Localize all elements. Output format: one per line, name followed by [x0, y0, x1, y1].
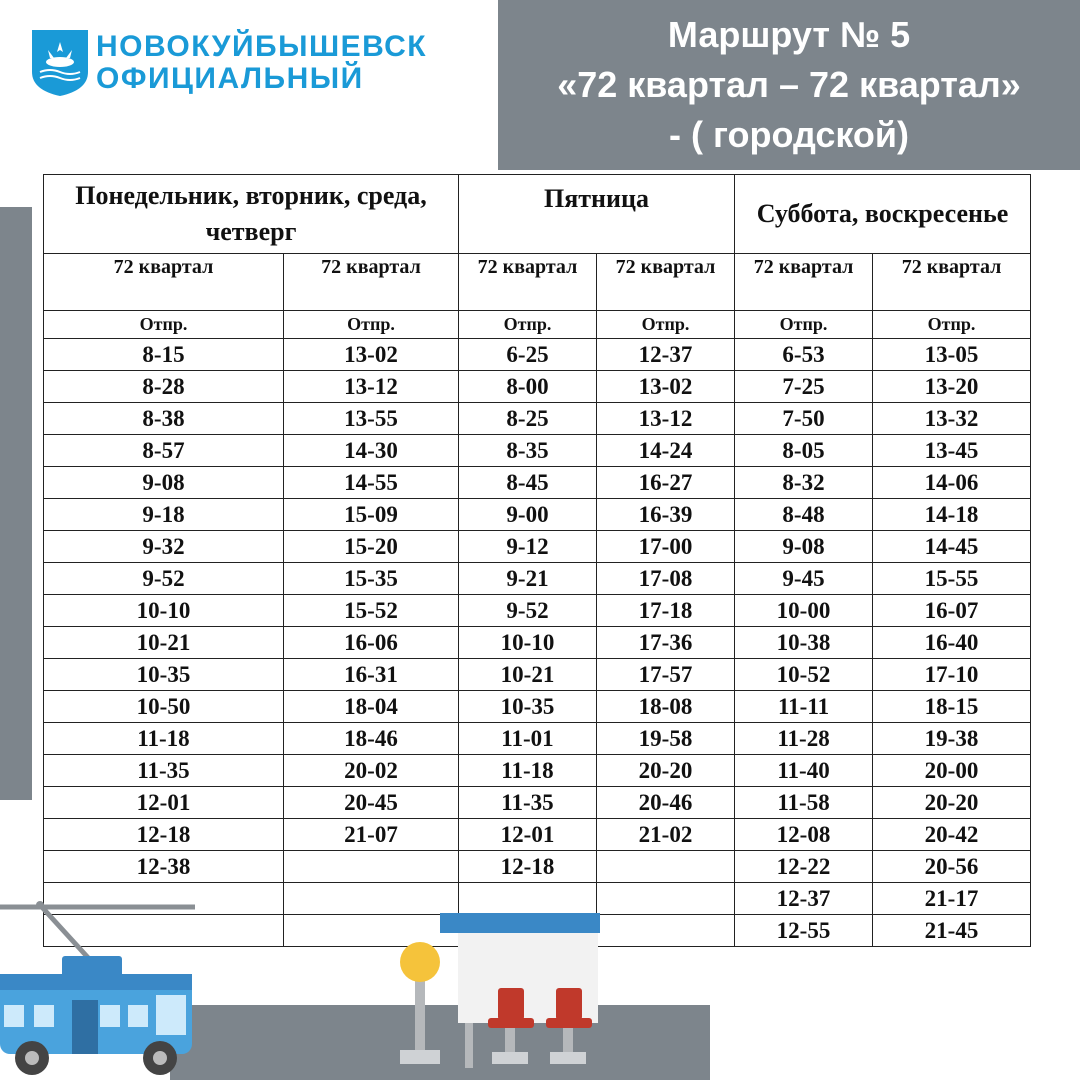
departure-time: 19-58 — [597, 723, 735, 755]
departure-time: 10-38 — [735, 627, 873, 659]
departure-time: 20-46 — [597, 787, 735, 819]
departure-time: 18-46 — [284, 723, 459, 755]
departure-time: 13-02 — [284, 339, 459, 371]
departure-time: 7-25 — [735, 371, 873, 403]
departure-time: 11-18 — [44, 723, 284, 755]
departure-time: 15-52 — [284, 595, 459, 627]
departure-time: 9-08 — [44, 467, 284, 499]
departure-time: 16-40 — [873, 627, 1031, 659]
departure-time: 11-58 — [735, 787, 873, 819]
day-group-friday: Пятница — [459, 175, 735, 254]
departure-label: Отпр. — [284, 311, 459, 339]
departure-time: 20-42 — [873, 819, 1031, 851]
departure-time: 16-06 — [284, 627, 459, 659]
departure-time: 10-50 — [44, 691, 284, 723]
departure-time: 17-36 — [597, 627, 735, 659]
departure-time: 12-08 — [735, 819, 873, 851]
departure-time: 11-35 — [44, 755, 284, 787]
departure-time: 12-01 — [44, 787, 284, 819]
departure-time: 8-15 — [44, 339, 284, 371]
departure-time: 9-21 — [459, 563, 597, 595]
departure-time: 17-00 — [597, 531, 735, 563]
departure-time: 17-08 — [597, 563, 735, 595]
departure-time: 14-18 — [873, 499, 1031, 531]
departure-time: 20-02 — [284, 755, 459, 787]
departure-time: 14-06 — [873, 467, 1031, 499]
departure-label: Отпр. — [597, 311, 735, 339]
departure-time: 14-24 — [597, 435, 735, 467]
departure-time: 13-45 — [873, 435, 1031, 467]
departure-time: 12-22 — [735, 851, 873, 883]
departure-time: 13-05 — [873, 339, 1031, 371]
stop-header: 72 квартал — [735, 254, 873, 311]
departure-time: 10-10 — [44, 595, 284, 627]
departure-time: 10-35 — [459, 691, 597, 723]
departure-time: 10-35 — [44, 659, 284, 691]
departure-time: 20-56 — [873, 851, 1031, 883]
departure-time: 9-45 — [735, 563, 873, 595]
departure-time: 9-52 — [44, 563, 284, 595]
departure-time: 13-12 — [597, 403, 735, 435]
departure-time: 8-48 — [735, 499, 873, 531]
departure-time: 8-05 — [735, 435, 873, 467]
day-group-weekdays: Понедельник, вторник, среда, четверг — [44, 175, 459, 254]
departure-time: 15-55 — [873, 563, 1031, 595]
departure-label: Отпр. — [44, 311, 284, 339]
departure-label: Отпр. — [735, 311, 873, 339]
departure-time: 9-32 — [44, 531, 284, 563]
departure-time: 17-10 — [873, 659, 1031, 691]
departure-time: 21-45 — [873, 915, 1031, 947]
departure-time: 6-25 — [459, 339, 597, 371]
departure-time: 12-55 — [735, 915, 873, 947]
departure-label: Отпр. — [459, 311, 597, 339]
departure-time: 20-20 — [597, 755, 735, 787]
departure-time: 9-18 — [44, 499, 284, 531]
departure-time: 20-45 — [284, 787, 459, 819]
departure-time: 13-12 — [284, 371, 459, 403]
departure-time: 6-53 — [735, 339, 873, 371]
route-title: Маршрут № 5 — [667, 14, 911, 55]
stop-header: 72 квартал — [597, 254, 735, 311]
departure-time: 12-38 — [44, 851, 284, 883]
departure-time: 21-17 — [873, 883, 1031, 915]
departure-time: 20-00 — [873, 755, 1031, 787]
departure-time: 15-20 — [284, 531, 459, 563]
departure-time: 18-04 — [284, 691, 459, 723]
departure-time: 11-35 — [459, 787, 597, 819]
departure-time: 14-45 — [873, 531, 1031, 563]
departure-time: 17-18 — [597, 595, 735, 627]
departure-time: 7-50 — [735, 403, 873, 435]
departure-time: 19-38 — [873, 723, 1031, 755]
departure-time: 10-21 — [44, 627, 284, 659]
stop-header: 72 квартал — [873, 254, 1031, 311]
route-direction: «72 квартал – 72 квартал» — [557, 64, 1021, 105]
departure-time: 8-38 — [44, 403, 284, 435]
departure-time: 16-31 — [284, 659, 459, 691]
departure-time: 8-00 — [459, 371, 597, 403]
day-group-weekend: Суббота, воскресенье — [735, 175, 1031, 254]
departure-time: 8-45 — [459, 467, 597, 499]
departure-time: 9-00 — [459, 499, 597, 531]
departure-time: 15-35 — [284, 563, 459, 595]
departure-time: 11-11 — [735, 691, 873, 723]
departure-time: 10-21 — [459, 659, 597, 691]
departure-time: 11-28 — [735, 723, 873, 755]
trolleybus-icon — [0, 901, 195, 1075]
departure-time: 16-39 — [597, 499, 735, 531]
departure-time: 12-18 — [459, 851, 597, 883]
bus-stop-icon — [400, 913, 600, 1068]
departure-time: 8-28 — [44, 371, 284, 403]
departure-time: 12-37 — [597, 339, 735, 371]
departure-time: 18-08 — [597, 691, 735, 723]
departure-time: 11-01 — [459, 723, 597, 755]
departure-time: 13-32 — [873, 403, 1031, 435]
departure-time: 9-52 — [459, 595, 597, 627]
departure-time: 11-40 — [735, 755, 873, 787]
departure-time: 12-01 — [459, 819, 597, 851]
departure-time: 10-10 — [459, 627, 597, 659]
departure-time: 10-00 — [735, 595, 873, 627]
departure-time: 14-30 — [284, 435, 459, 467]
stop-header: 72 квартал — [284, 254, 459, 311]
departure-time: 11-18 — [459, 755, 597, 787]
departure-time: 9-08 — [735, 531, 873, 563]
departure-time: 16-07 — [873, 595, 1031, 627]
departure-time: 10-52 — [735, 659, 873, 691]
departure-time: 9-12 — [459, 531, 597, 563]
departure-time: 12-18 — [44, 819, 284, 851]
departure-time: 13-20 — [873, 371, 1031, 403]
stop-header: 72 квартал — [44, 254, 284, 311]
departure-time: 20-20 — [873, 787, 1031, 819]
departure-time: 13-02 — [597, 371, 735, 403]
departure-time: 17-57 — [597, 659, 735, 691]
departure-time: 8-57 — [44, 435, 284, 467]
departure-time: 12-37 — [735, 883, 873, 915]
departure-time: 21-02 — [597, 819, 735, 851]
departure-label: Отпр. — [873, 311, 1031, 339]
stop-header: 72 квартал — [459, 254, 597, 311]
departure-time: 13-55 — [284, 403, 459, 435]
departure-time: 16-27 — [597, 467, 735, 499]
departure-time: 21-07 — [284, 819, 459, 851]
departure-time: 15-09 — [284, 499, 459, 531]
departure-time: 14-55 — [284, 467, 459, 499]
route-type: - ( городской) — [668, 114, 910, 155]
logo-line-2: ОФИЦИАЛЬНЫЙ — [96, 62, 364, 95]
departure-time: 8-25 — [459, 403, 597, 435]
logo-line-1: НОВОКУЙБЫШЕВСК — [96, 30, 428, 63]
departure-time: 8-32 — [735, 467, 873, 499]
departure-time: 18-15 — [873, 691, 1031, 723]
departure-time: 8-35 — [459, 435, 597, 467]
